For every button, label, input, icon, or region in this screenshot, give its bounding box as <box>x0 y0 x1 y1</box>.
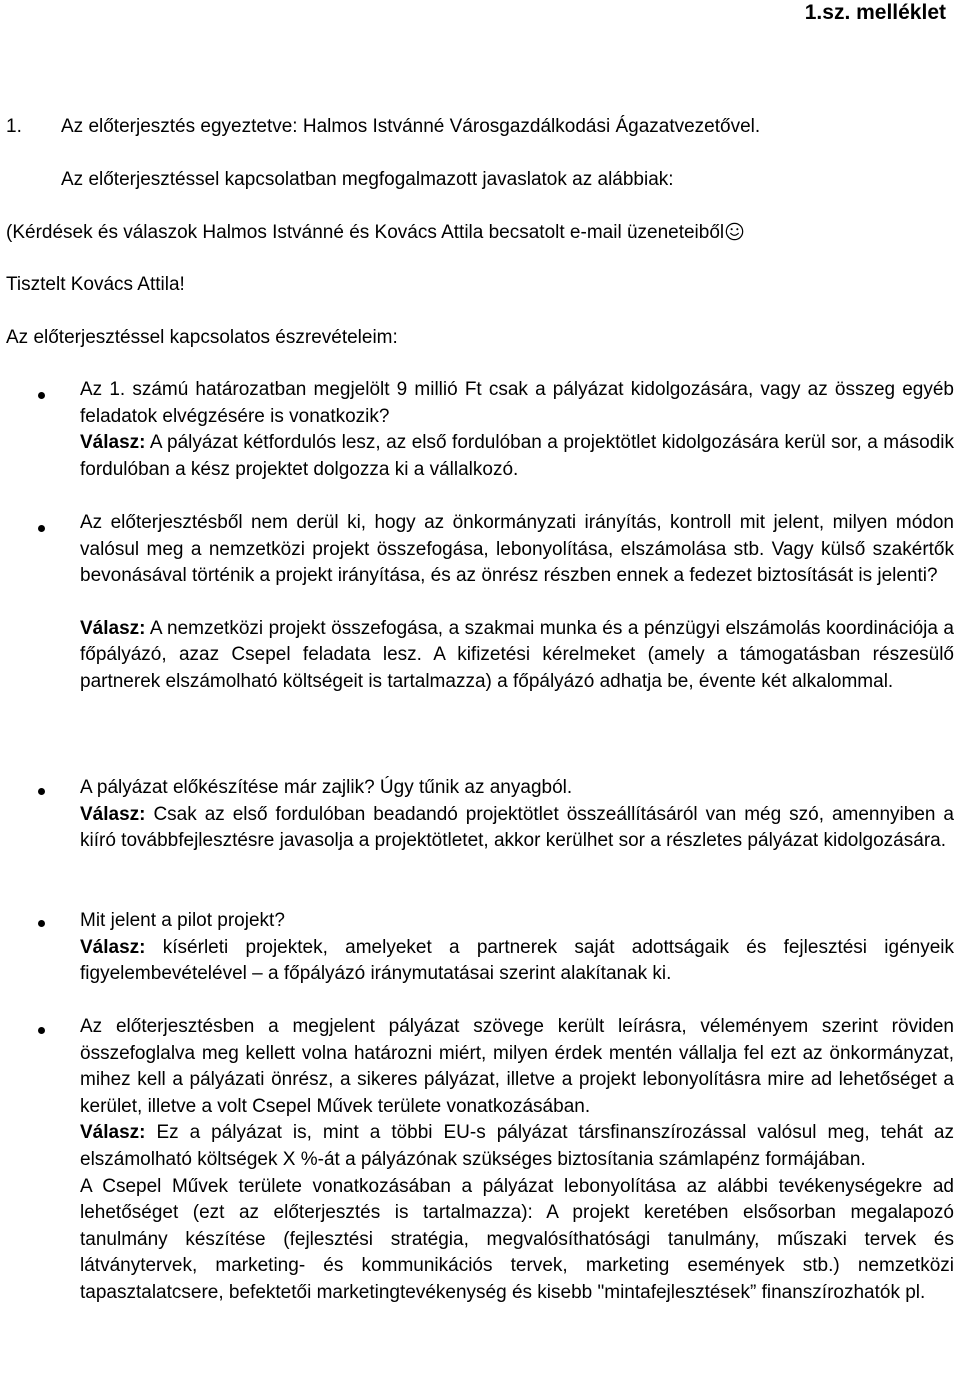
proposals-line: Az előterjesztéssel kapcsolatban megfogalmazott javaslatok az alábbiak: <box>61 169 674 190</box>
question-text: Az 1. számú határozatban megjelölt 9 millió Ft csak a pályázat kidolgozására, vagy az összeg egyéb feladatok elvégzésére is vonatkozik? <box>80 379 954 427</box>
qa-item-5 <box>80 1014 954 1307</box>
answer-label: Válasz: <box>80 936 146 958</box>
bullet-icon <box>38 392 45 399</box>
bullet-icon <box>38 788 45 795</box>
answer-text: kísérleti projektek, amelyeket a partnerek saját adottságaik és fejlesztési igényeik figyelembevételével – a főpályázó iránymutatásai szerint alakítanak ki. <box>80 936 954 985</box>
bullet-icon <box>38 525 45 532</box>
item-number: 1. <box>6 116 22 137</box>
source-text: (Kérdések és válaszok Halmos Istvánné és Kovács Attila becsatolt e-mail üzeneteiből <box>6 222 725 243</box>
answer-label: Válasz: <box>80 803 146 825</box>
remarks-heading: Az előterjesztéssel kapcsolatos észrevételeim: <box>6 327 398 348</box>
page-header-title: 1.sz. melléklet <box>804 1 946 24</box>
answer-paragraph <box>80 616 954 696</box>
question-text: Mit jelent a pilot projekt? <box>80 910 285 931</box>
item-text: Az előterjesztés egyeztetve: Halmos Istvánné Városgazdálkodási Ágazatvezetővel. <box>61 116 761 137</box>
answer-label: Válasz: <box>80 1122 146 1144</box>
qa-item-4 <box>80 908 954 988</box>
source-line <box>6 220 956 249</box>
answer-label: Válasz: <box>80 617 146 639</box>
extra-paragraph: A Csepel Művek területe vonatkozásában a pályázat lebonyolítása az alábbi tevékenységekre ad lehetőséget (ezt az előterjesztés is tartalmazza): A projekt keretében elsősorban megalapozó tanulmány készítése (fejlesztési stratégia, megvalósíthatósági tanulmány, műszaki tervek és látványtervek, marketing- és kommunikációs tervek, marketing események stb.) nemzetközi tapasztalatcsere, befektetői marketingtevékenység és kisebb "mintafejlesztések” finanszírozhatók pl. <box>80 1175 954 1303</box>
answer-paragraph <box>80 802 954 855</box>
smiley-icon <box>725 222 744 249</box>
answer-text: Csak az első fordulóban beadandó projektötlet összeállításáról van még szó, amennyiben a kiíró továbbfejlesztésre javasolja a projektötletet, akkor kerülhet sor a részletes pályázat kidolgozására. <box>80 803 954 852</box>
answer-paragraph <box>80 935 954 988</box>
answer-text: A pályázat kétfordulós lesz, az első fordulóban a projektötlet kidolgozására kerül sor, a második fordulóban a kész projektet dolgozza ki a vállalkozó. <box>80 432 954 480</box>
qa-item-2 <box>80 510 954 696</box>
question-text: Az előterjesztésben a megjelent pályázat szövege került leírásra, véleményem szerint röviden összefoglalva meg kellett volna határozni miért, milyen érdek mentén vállalja fel ezt az önkormányzat, mihez kell a pályázati önrész, a sikeres pályázat, illetve a projekt lebonyolításra mire ad lehetőséget a kerület, illetve a volt Csepel Művek területe vonatkozásában. <box>80 1016 954 1117</box>
answer-paragraph <box>80 430 954 483</box>
question-text: Az előterjesztésből nem derül ki, hogy az önkormányzati irányítás, kontroll mit jelent, milyen módon valósul meg a nemzetközi projekt összefogása, lebonyolítása, elszámolása stb. Vagy külső szakértők bevonásával történik a projekt irányítása, és az önrész részben ennek a fedezet biztosítását is jelenti? <box>80 512 954 587</box>
question-text: A pályázat előkészítése már zajlik? Úgy tűnik az anyagból. <box>80 777 573 798</box>
qa-item-3 <box>80 775 954 855</box>
answer-text: Ez a pályázat is, mint a többi EU-s pályázat társfinanszírozással valósul meg, tehát az elszámolható költségek X %-át a pályázónak szükséges biztosítania számlapénz formájában. <box>80 1122 954 1170</box>
answer-label: Válasz: <box>80 432 146 454</box>
greeting: Tisztelt Kovács Attila! <box>6 274 185 295</box>
qa-item-1 <box>80 377 954 483</box>
bullet-icon <box>38 1027 45 1034</box>
answer-paragraph <box>80 1120 954 1173</box>
numbered-item-1 <box>6 114 956 140</box>
answer-text: A nemzetközi projekt összefogása, a szakmai munka és a pénzügyi elszámolás koordinációja a főpályázó, azaz Csepel feladata lesz. A kifizetési kérelmeket (amely a támogatásban részesülő partnerek elszámolható költségeit is tartalmazza) a főpályázó adhatja be, évente két alkalommal. <box>80 617 954 692</box>
bullet-icon <box>38 920 45 927</box>
